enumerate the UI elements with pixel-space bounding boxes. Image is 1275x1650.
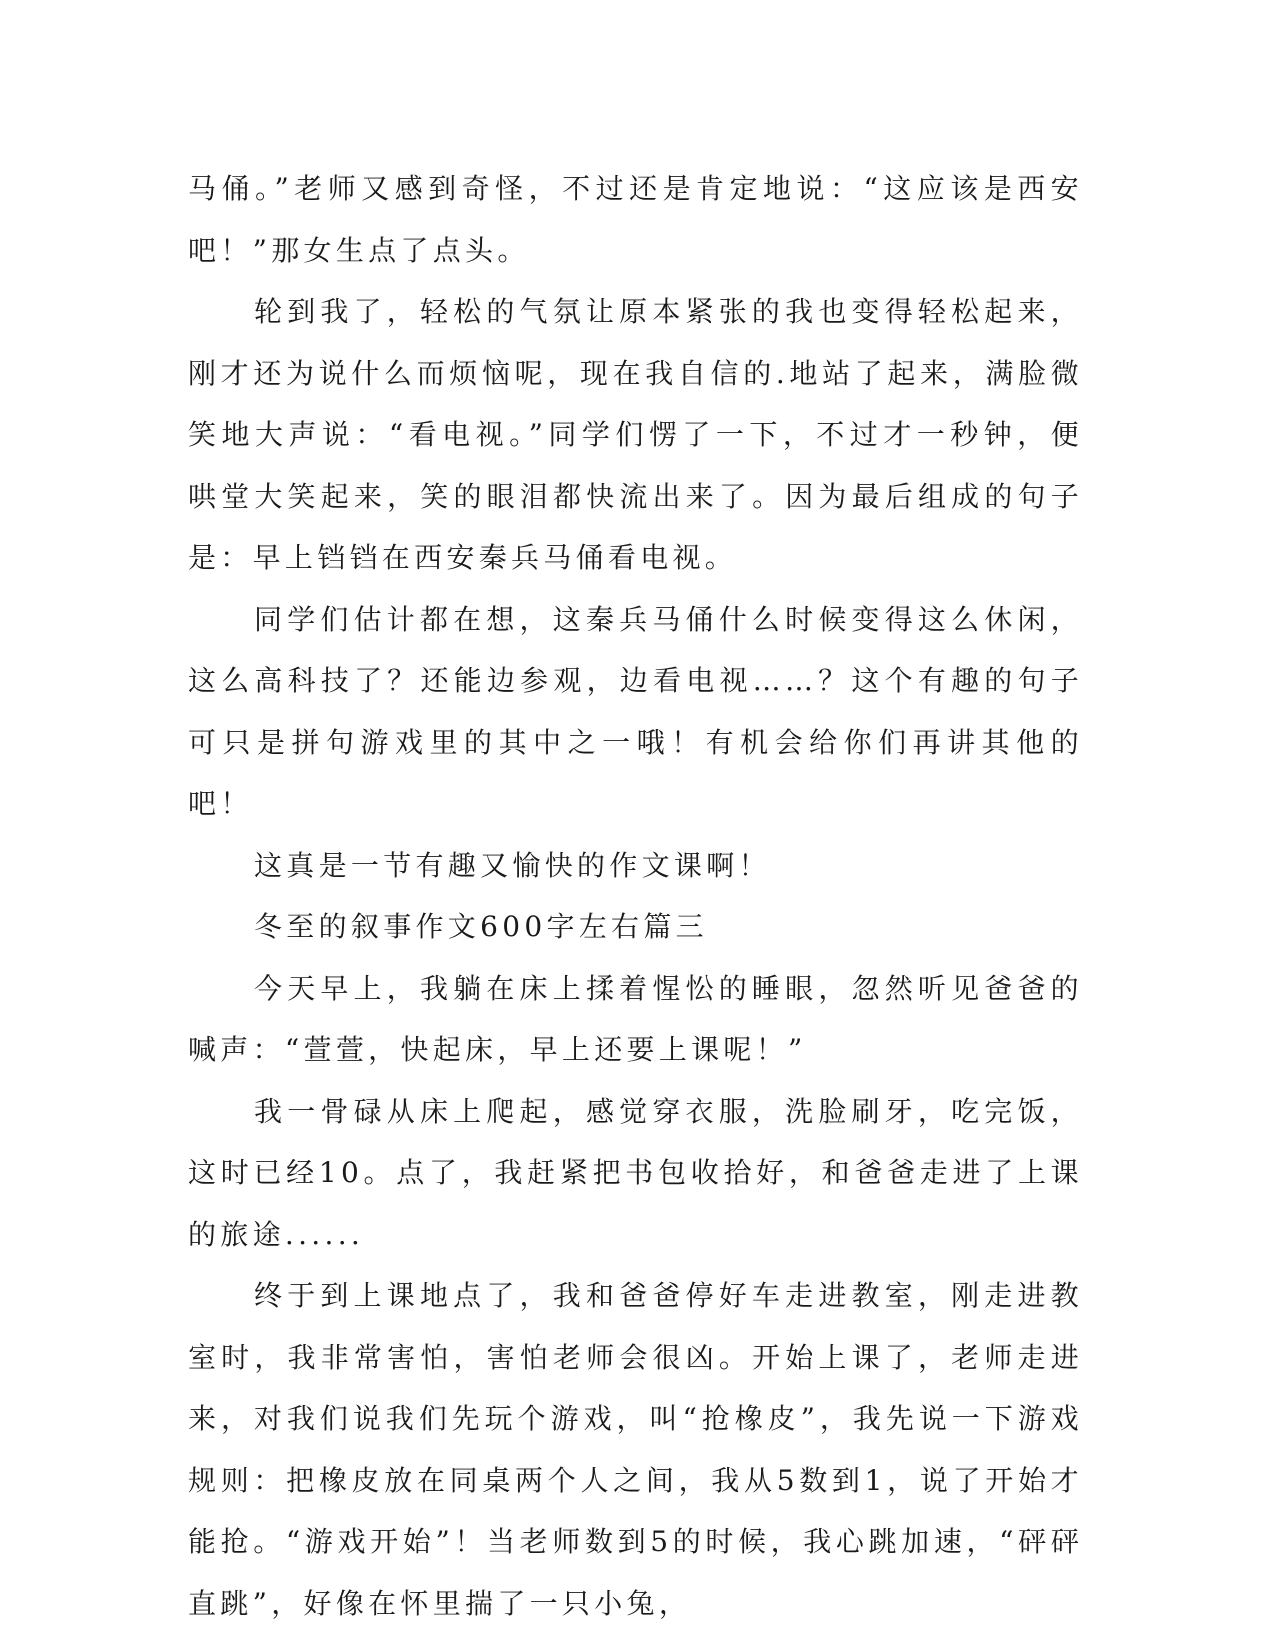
body-text — [188, 158, 1083, 1634]
paragraph-7: 我一骨碌从床上爬起，感觉穿衣服，洗脸刷牙，吃完饭，这时已经10。点了，我赶紧把书包收拾好，和爸爸走进了上课的旅途...... — [188, 1094, 1083, 1251]
section-heading: 冬至的叙事作文600字左右篇三 — [254, 910, 708, 943]
paragraph-4: 这真是一节有趣又愉快的作文课啊！ — [254, 848, 771, 882]
paragraph-3: 同学们估计都在想，这秦兵马俑什么时候变得这么休闲，这么高科技了？还能边参观，边看电视……？这个有趣的句子可只是拼句游戏里的其中之一哦！有机会给你们再讲其他的吧！ — [188, 602, 1083, 820]
paragraph-1: 马俑。”老师又感到奇怪，不过还是肯定地说：“这应该是西安吧！”那女生点了点头。 — [188, 172, 1083, 267]
paragraph-6: 今天早上，我躺在床上揉着惺忪的睡眼，忽然听见爸爸的喊声：“萱萱，快起床，早上还要上课呢！” — [188, 971, 1083, 1066]
paragraph-8: 终于到上课地点了，我和爸爸停好车走进教室，刚走进教室时，我非常害怕，害怕老师会很凶。开始上课了，老师走进来，对我们说我们先玩个游戏，叫“抢橡皮”，我先说一下游戏规则：把橡皮放在同桌两个人之间，我从5数到1，说了开始才能抢。“游戏开始”！当老师数到5的时候，我心跳加速，“砰砰直跳”，好像在怀里揣了一只小兔， — [188, 1279, 1083, 1620]
paragraph-2: 轮到我了，轻松的气氛让原本紧张的我也变得轻松起来，刚才还为说什么而烦恼呢，现在我自信的.地站了起来，满脸微笑地大声说：“看电视。”同学们愣了一下，不过才一秒钟，便哄堂大笑起来，笑的眼泪都快流出来了。因为最后组成的句子是：早上铛铛在西安秦兵马俑看电视。 — [188, 295, 1083, 574]
